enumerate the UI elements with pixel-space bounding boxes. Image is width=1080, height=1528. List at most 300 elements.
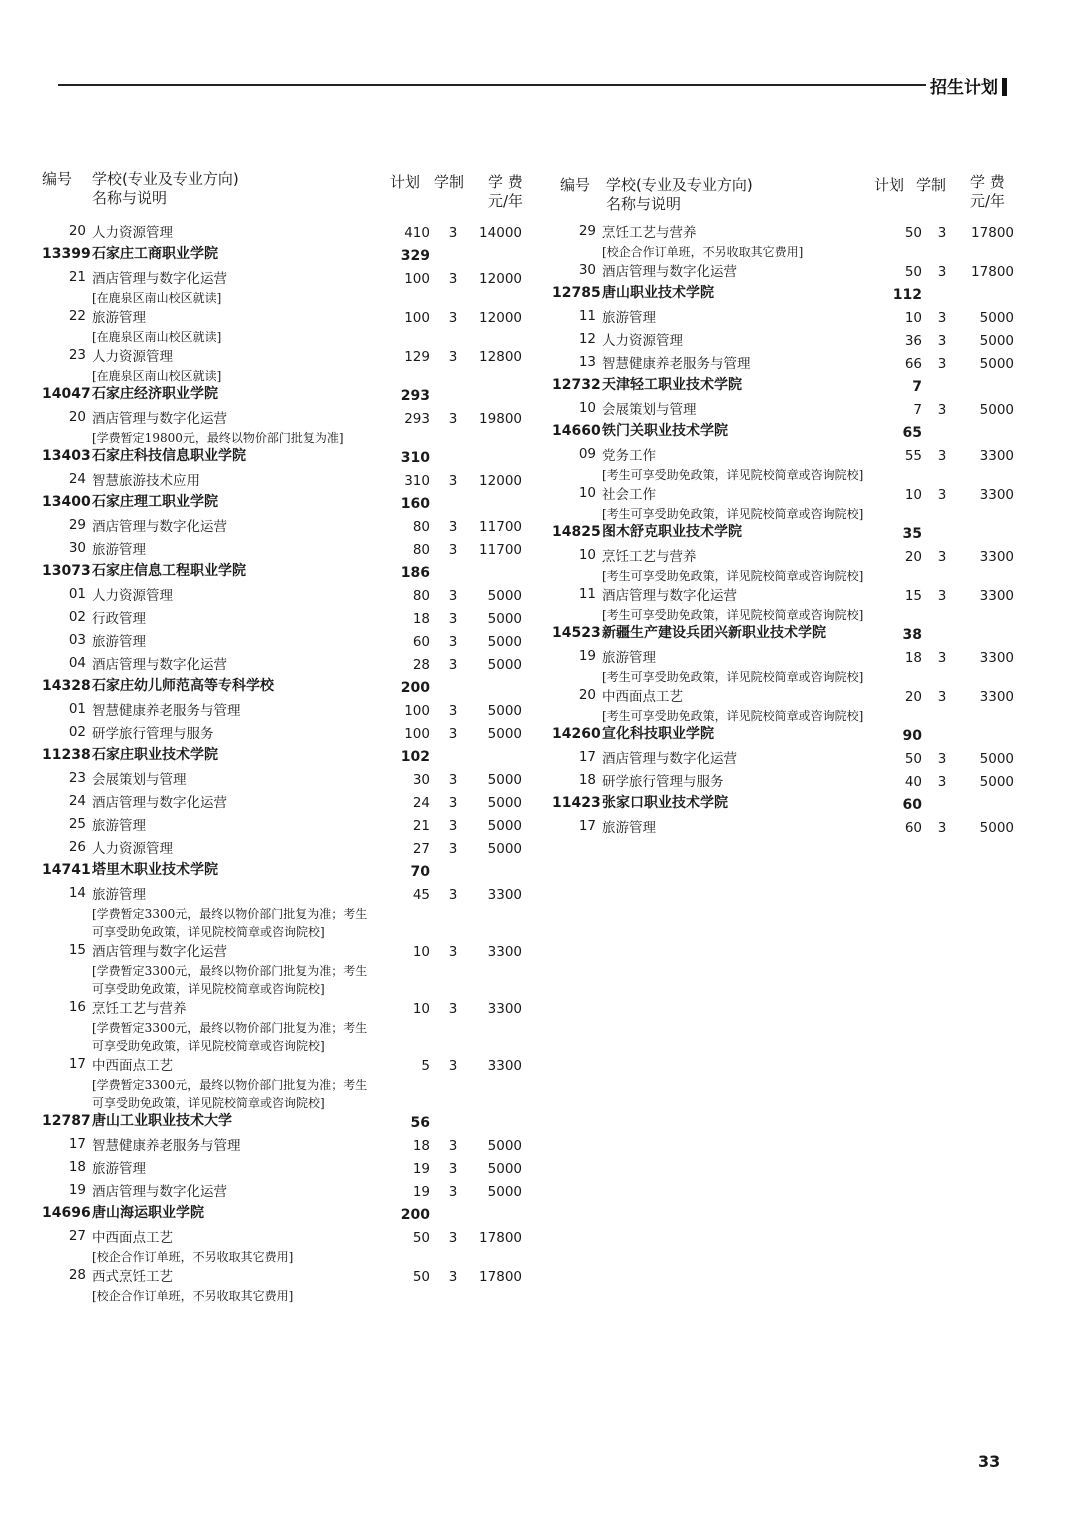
left-column <box>42 168 532 1305</box>
school-code: 14825 <box>552 524 601 540</box>
major-plan: 100 <box>404 703 430 719</box>
school-code: 11423 <box>552 795 601 811</box>
major-note: [校企合作订单班，不另收取其它费用] <box>92 1250 294 1264</box>
major-code: 12 <box>578 331 596 347</box>
major-row <box>42 884 532 941</box>
major-name: 旅游管理 <box>92 634 146 650</box>
major-fee: 17800 <box>971 264 1014 280</box>
major-plan: 20 <box>904 549 922 565</box>
major-fee: 5000 <box>487 588 522 604</box>
major-name: 酒店管理与数字化运营 <box>92 944 227 960</box>
major-code: 21 <box>68 269 86 285</box>
major-row <box>42 268 532 307</box>
major-fee: 3300 <box>487 887 522 903</box>
major-note: [在鹿泉区南山校区就读] <box>92 369 222 383</box>
header-fee-unit: 元/年 <box>970 192 1006 210</box>
major-years: 3 <box>448 772 458 788</box>
major-years: 3 <box>448 1161 458 1177</box>
major-row <box>42 516 532 539</box>
major-row <box>552 222 1022 261</box>
major-years: 3 <box>448 1058 458 1074</box>
major-fee: 3300 <box>487 1001 522 1017</box>
school-plan-total: 160 <box>400 496 430 512</box>
major-code: 14 <box>68 885 86 901</box>
major-years: 3 <box>448 1184 458 1200</box>
major-plan: 50 <box>412 1230 430 1246</box>
major-code: 26 <box>68 839 86 855</box>
major-years: 3 <box>448 841 458 857</box>
school-code: 14696 <box>42 1205 91 1221</box>
major-fee: 19800 <box>479 411 522 427</box>
major-fee: 5000 <box>487 611 522 627</box>
major-row <box>552 647 1022 686</box>
major-note: [学费暂定19800元，最终以物价部门批复为准] <box>92 431 344 445</box>
school-plan-total: 112 <box>892 287 922 303</box>
school-name: 石家庄科技信息职业学院 <box>92 448 246 464</box>
major-years: 3 <box>448 944 458 960</box>
school-code: 12732 <box>552 377 601 393</box>
major-years: 3 <box>448 310 458 326</box>
school-name: 唐山海运职业学院 <box>92 1205 204 1221</box>
major-fee: 5000 <box>979 333 1014 349</box>
major-plan: 310 <box>404 473 430 489</box>
school-row <box>42 1112 532 1135</box>
major-years: 3 <box>448 349 458 365</box>
major-years: 3 <box>448 818 458 834</box>
major-fee: 3300 <box>487 1058 522 1074</box>
major-code: 20 <box>68 409 86 425</box>
major-code: 17 <box>68 1136 86 1152</box>
school-code: 14260 <box>552 726 601 742</box>
major-code: 03 <box>68 632 86 648</box>
major-years: 3 <box>937 264 947 280</box>
major-years: 3 <box>448 542 458 558</box>
major-name: 烹饪工艺与营养 <box>92 1001 187 1017</box>
major-row <box>42 815 532 838</box>
major-row <box>42 941 532 998</box>
major-row <box>42 608 532 631</box>
major-note: [考生可享受助免政策，详见院校简章或咨询院校] <box>602 569 864 583</box>
major-row <box>552 399 1022 422</box>
school-name: 石家庄工商职业学院 <box>92 246 218 262</box>
major-code: 02 <box>68 609 86 625</box>
school-code: 14660 <box>552 423 601 439</box>
major-fee: 5000 <box>487 703 522 719</box>
major-row <box>42 654 532 677</box>
major-code: 20 <box>578 687 596 703</box>
major-fee: 12000 <box>479 473 522 489</box>
school-plan-total: 38 <box>902 627 922 643</box>
major-name: 人力资源管理 <box>92 841 173 857</box>
major-plan: 5 <box>421 1058 430 1074</box>
major-fee: 12000 <box>479 310 522 326</box>
major-row <box>42 792 532 815</box>
major-fee: 11700 <box>479 519 522 535</box>
major-row <box>42 222 532 245</box>
major-row <box>42 769 532 792</box>
school-row <box>42 245 532 268</box>
school-name: 塔里木职业技术学院 <box>92 862 218 878</box>
school-code: 13403 <box>42 448 91 464</box>
major-code: 17 <box>578 749 596 765</box>
header-school: 学校(专业及专业方向) <box>92 170 239 188</box>
school-row <box>552 523 1022 546</box>
major-years: 3 <box>937 774 947 790</box>
major-row <box>42 700 532 723</box>
major-plan: 100 <box>404 726 430 742</box>
school-name: 唐山职业技术学院 <box>602 285 714 301</box>
major-code: 19 <box>68 1182 86 1198</box>
major-row <box>552 585 1022 624</box>
major-plan: 18 <box>904 650 922 666</box>
major-name: 旅游管理 <box>92 310 146 326</box>
page-number: 33 <box>978 1452 1001 1471</box>
major-name: 烹饪工艺与营养 <box>602 549 697 565</box>
major-code: 30 <box>578 262 596 278</box>
school-plan-total: 310 <box>400 450 430 466</box>
school-code: 11238 <box>42 747 91 763</box>
major-code: 02 <box>68 724 86 740</box>
major-years: 3 <box>448 634 458 650</box>
school-plan-total: 90 <box>902 728 922 744</box>
major-row <box>42 1158 532 1181</box>
major-years: 3 <box>448 519 458 535</box>
major-name: 旅游管理 <box>602 650 656 666</box>
major-code: 13 <box>578 354 596 370</box>
major-plan: 129 <box>404 349 430 365</box>
school-code: 14047 <box>42 386 91 402</box>
major-name: 旅游管理 <box>92 542 146 558</box>
major-fee: 12000 <box>479 271 522 287</box>
major-code: 10 <box>578 400 596 416</box>
header-fee-unit: 元/年 <box>488 192 524 210</box>
major-fee: 5000 <box>979 310 1014 326</box>
major-row <box>552 261 1022 284</box>
school-row <box>42 562 532 585</box>
major-code: 17 <box>578 818 596 834</box>
major-years: 3 <box>448 703 458 719</box>
major-note: [考生可享受助免政策，详见院校简章或咨询院校] <box>602 507 864 521</box>
major-name: 会展策划与管理 <box>92 772 187 788</box>
major-fee: 5000 <box>487 657 522 673</box>
major-row <box>552 330 1022 353</box>
major-plan: 80 <box>412 542 430 558</box>
school-row <box>42 493 532 516</box>
school-name: 石家庄幼儿师范高等专科学校 <box>92 678 274 694</box>
header-years: 学制 <box>434 173 465 191</box>
major-row <box>42 1135 532 1158</box>
major-plan: 15 <box>904 588 922 604</box>
school-plan-total: 70 <box>410 864 430 880</box>
major-fee: 14000 <box>479 225 522 241</box>
school-name: 张家口职业技术学院 <box>602 795 728 811</box>
major-years: 3 <box>937 751 947 767</box>
major-code: 22 <box>68 308 86 324</box>
school-code: 13400 <box>42 494 91 510</box>
major-plan: 36 <box>904 333 922 349</box>
major-years: 3 <box>448 1269 458 1285</box>
major-plan: 50 <box>904 225 922 241</box>
school-plan-total: 35 <box>902 526 922 542</box>
header-code: 编号 <box>42 170 73 188</box>
school-row <box>552 624 1022 647</box>
major-fee: 5000 <box>487 841 522 857</box>
major-years: 3 <box>937 333 947 349</box>
major-fee: 5000 <box>487 1161 522 1177</box>
school-name: 石家庄信息工程职业学院 <box>92 563 246 579</box>
major-code: 01 <box>68 701 86 717</box>
major-row <box>552 748 1022 771</box>
major-name: 中西面点工艺 <box>602 689 683 705</box>
major-name: 智慧旅游技术应用 <box>92 473 200 489</box>
school-plan-total: 65 <box>902 425 922 441</box>
major-fee: 17800 <box>479 1269 522 1285</box>
school-plan-total: 56 <box>410 1115 430 1131</box>
school-row <box>42 1204 532 1227</box>
major-name: 烹饪工艺与营养 <box>602 225 697 241</box>
major-name: 酒店管理与数字化运营 <box>92 519 227 535</box>
major-code: 20 <box>68 223 86 239</box>
major-years: 3 <box>448 795 458 811</box>
school-row <box>42 677 532 700</box>
major-plan: 10 <box>904 310 922 326</box>
school-name: 铁门关职业技术学院 <box>602 423 728 439</box>
school-name: 石家庄职业技术学院 <box>92 747 218 763</box>
major-note: [学费暂定3300元，最终以物价部门批复为准；考生可享受助免政策，详见院校简章或咨询院校] <box>92 1021 368 1053</box>
major-plan: 293 <box>404 411 430 427</box>
major-plan: 18 <box>412 1138 430 1154</box>
major-plan: 10 <box>412 1001 430 1017</box>
major-code: 27 <box>68 1228 86 1244</box>
major-row <box>42 346 532 385</box>
major-years: 3 <box>937 448 947 464</box>
major-row <box>552 771 1022 794</box>
school-row <box>42 385 532 408</box>
major-code: 30 <box>68 540 86 556</box>
right-column <box>552 168 1022 840</box>
school-code: 12787 <box>42 1113 91 1129</box>
major-plan: 20 <box>904 689 922 705</box>
major-plan: 60 <box>412 634 430 650</box>
major-name: 中西面点工艺 <box>92 1230 173 1246</box>
major-fee: 5000 <box>979 402 1014 418</box>
major-years: 3 <box>448 411 458 427</box>
school-code: 13073 <box>42 563 91 579</box>
major-row <box>42 539 532 562</box>
major-name: 旅游管理 <box>602 820 656 836</box>
major-fee: 5000 <box>487 1138 522 1154</box>
school-row <box>552 376 1022 399</box>
major-note: [考生可享受助免政策，详见院校简章或咨询院校] <box>602 608 864 622</box>
major-years: 3 <box>937 588 947 604</box>
major-fee: 17800 <box>479 1230 522 1246</box>
major-code: 19 <box>578 648 596 664</box>
major-years: 3 <box>937 402 947 418</box>
school-plan-total: 60 <box>902 797 922 813</box>
major-years: 3 <box>937 549 947 565</box>
major-years: 3 <box>937 820 947 836</box>
major-plan: 80 <box>412 588 430 604</box>
major-fee: 17800 <box>971 225 1014 241</box>
major-plan: 410 <box>404 225 430 241</box>
major-code: 24 <box>68 793 86 809</box>
school-plan-total: 200 <box>400 680 430 696</box>
major-note: [校企合作订单班，不另收取其它费用] <box>92 1289 294 1303</box>
major-row <box>42 998 532 1055</box>
column-header <box>552 168 1022 222</box>
school-plan-total: 102 <box>400 749 430 765</box>
header-school-sub: 名称与说明 <box>606 195 682 213</box>
major-fee: 5000 <box>487 795 522 811</box>
major-name: 酒店管理与数字化运营 <box>602 751 737 767</box>
major-name: 人力资源管理 <box>92 225 173 241</box>
school-name: 图木舒克职业技术学院 <box>602 524 742 540</box>
major-plan: 18 <box>412 611 430 627</box>
major-plan: 19 <box>412 1161 430 1177</box>
major-name: 研学旅行管理与服务 <box>602 774 724 790</box>
major-row <box>42 838 532 861</box>
major-row <box>42 723 532 746</box>
major-years: 3 <box>448 657 458 673</box>
major-years: 3 <box>448 1230 458 1246</box>
major-name: 会展策划与管理 <box>602 402 697 418</box>
school-code: 13399 <box>42 246 91 262</box>
major-plan: 24 <box>412 795 430 811</box>
major-plan: 10 <box>412 944 430 960</box>
header-school: 学校(专业及专业方向) <box>606 176 753 194</box>
major-name: 中西面点工艺 <box>92 1058 173 1074</box>
major-row <box>42 470 532 493</box>
major-fee: 3300 <box>487 944 522 960</box>
major-fee: 3300 <box>979 588 1014 604</box>
major-plan: 55 <box>904 448 922 464</box>
major-fee: 11700 <box>479 542 522 558</box>
major-plan: 21 <box>412 818 430 834</box>
major-note: [考生可享受助免政策，详见院校简章或咨询院校] <box>602 468 864 482</box>
major-fee: 5000 <box>979 356 1014 372</box>
major-years: 3 <box>448 1001 458 1017</box>
major-plan: 100 <box>404 310 430 326</box>
major-row <box>552 817 1022 840</box>
major-years: 3 <box>937 356 947 372</box>
column-header <box>42 168 532 222</box>
major-row <box>552 307 1022 330</box>
major-years: 3 <box>448 611 458 627</box>
school-row <box>552 725 1022 748</box>
school-name: 唐山工业职业技术大学 <box>92 1113 232 1129</box>
major-code: 23 <box>68 347 86 363</box>
header-plan: 计划 <box>390 173 421 191</box>
major-note: [学费暂定3300元，最终以物价部门批复为准；考生可享受助免政策，详见院校简章或咨询院校] <box>92 964 368 996</box>
major-row <box>552 484 1022 523</box>
major-code: 04 <box>68 655 86 671</box>
major-name: 酒店管理与数字化运营 <box>92 271 227 287</box>
major-years: 3 <box>448 588 458 604</box>
major-note: [考生可享受助免政策，详见院校简章或咨询院校] <box>602 670 864 684</box>
major-years: 3 <box>448 225 458 241</box>
major-plan: 50 <box>412 1269 430 1285</box>
major-fee: 5000 <box>487 1184 522 1200</box>
major-code: 29 <box>578 223 596 239</box>
major-name: 党务工作 <box>602 448 656 464</box>
major-plan: 60 <box>904 820 922 836</box>
major-code: 18 <box>578 772 596 788</box>
major-code: 29 <box>68 517 86 533</box>
school-plan-total: 186 <box>400 565 430 581</box>
major-fee: 5000 <box>487 726 522 742</box>
major-name: 酒店管理与数字化运营 <box>602 588 737 604</box>
major-note: [考生可享受助免政策，详见院校简章或咨询院校] <box>602 709 864 723</box>
major-plan: 27 <box>412 841 430 857</box>
major-name: 酒店管理与数字化运营 <box>92 795 227 811</box>
major-name: 人力资源管理 <box>602 333 683 349</box>
school-name: 宣化科技职业学院 <box>602 726 714 742</box>
major-code: 25 <box>68 816 86 832</box>
major-name: 行政管理 <box>92 611 146 627</box>
school-row <box>552 284 1022 307</box>
major-plan: 66 <box>904 356 922 372</box>
header-plan: 计划 <box>874 176 905 194</box>
major-code: 01 <box>68 586 86 602</box>
major-plan: 30 <box>412 772 430 788</box>
major-fee: 5000 <box>979 820 1014 836</box>
header-years: 学制 <box>916 176 947 194</box>
major-name: 旅游管理 <box>602 310 656 326</box>
major-name: 旅游管理 <box>92 818 146 834</box>
major-note: [在鹿泉区南山校区就读] <box>92 330 222 344</box>
major-row <box>42 631 532 654</box>
major-name: 酒店管理与数字化运营 <box>602 264 737 280</box>
major-code: 10 <box>578 485 596 501</box>
school-name: 石家庄经济职业学院 <box>92 386 218 402</box>
major-row <box>552 686 1022 725</box>
school-code: 14741 <box>42 862 91 878</box>
major-row <box>552 353 1022 376</box>
major-plan: 40 <box>904 774 922 790</box>
major-fee: 5000 <box>487 634 522 650</box>
school-name: 天津轻工职业技术学院 <box>602 377 742 393</box>
major-code: 10 <box>578 547 596 563</box>
major-name: 社会工作 <box>602 487 656 503</box>
school-code: 14523 <box>552 625 601 641</box>
major-row <box>42 307 532 346</box>
header-code: 编号 <box>560 176 591 194</box>
major-note: [学费暂定3300元，最终以物价部门批复为准；考生可享受助免政策，详见院校简章或咨询院校] <box>92 1078 368 1110</box>
school-plan-total: 293 <box>400 388 430 404</box>
major-fee: 3300 <box>979 650 1014 666</box>
school-plan-total: 329 <box>400 248 430 264</box>
school-row <box>552 422 1022 445</box>
major-years: 3 <box>448 473 458 489</box>
major-name: 人力资源管理 <box>92 588 173 604</box>
major-years: 3 <box>937 650 947 666</box>
section-marker <box>1002 78 1007 96</box>
major-plan: 100 <box>404 271 430 287</box>
major-plan: 10 <box>904 487 922 503</box>
major-years: 3 <box>448 1138 458 1154</box>
major-code: 23 <box>68 770 86 786</box>
major-fee: 5000 <box>487 818 522 834</box>
major-code: 16 <box>68 999 86 1015</box>
major-code: 18 <box>68 1159 86 1175</box>
school-row <box>42 861 532 884</box>
major-name: 智慧健康养老服务与管理 <box>602 356 751 372</box>
header-fee: 学 费 <box>488 173 523 191</box>
right-table-body <box>552 222 1022 840</box>
major-note: [学费暂定3300元，最终以物价部门批复为准；考生可享受助免政策，详见院校简章或咨询院校] <box>92 907 368 939</box>
major-fee: 5000 <box>979 774 1014 790</box>
major-row <box>42 1227 532 1266</box>
